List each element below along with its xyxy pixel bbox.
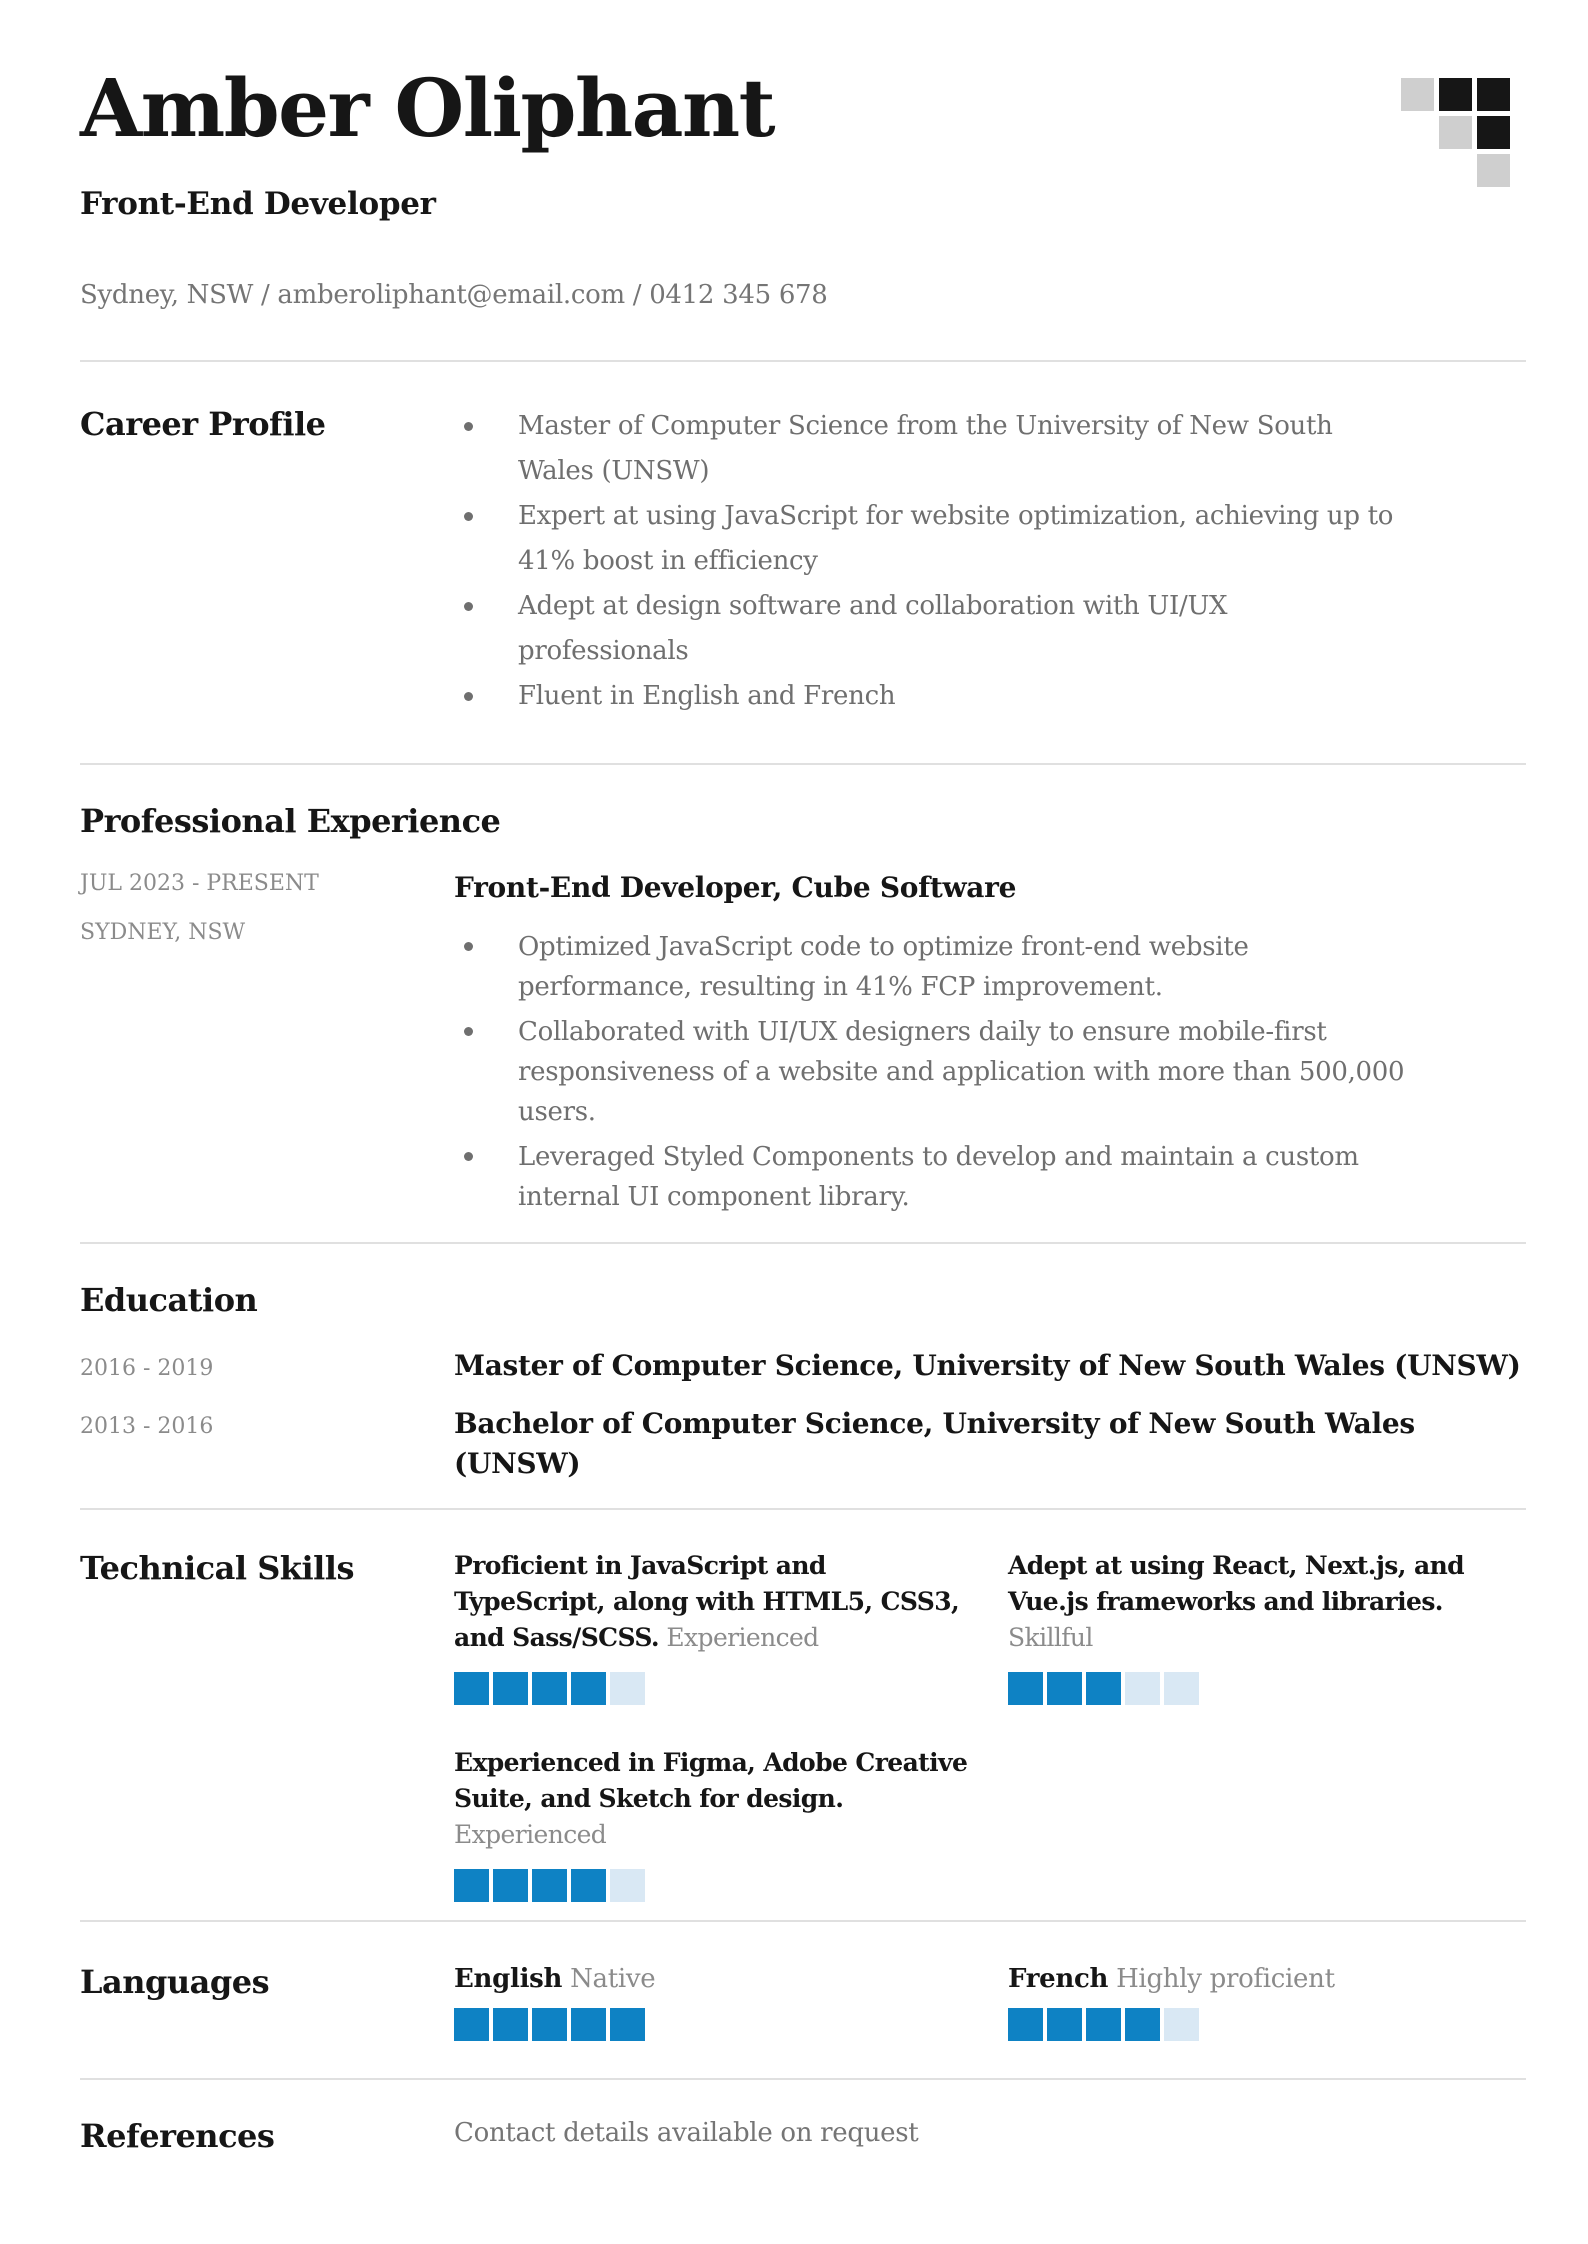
experience-date-range: JUL 2023 - PRESENT (80, 871, 319, 896)
language-level-label: Native (570, 1964, 656, 1994)
experience-bullet: Collaborated with UI/UX designers daily to ensure mobile-first responsiveness of a website and application with more than 500,000 users. (454, 1012, 1414, 1132)
rating-square-filled (1125, 2008, 1160, 2041)
skill-rating-bar (454, 1869, 984, 1902)
references-note: Contact details available on request (454, 2118, 919, 2148)
skill-level-label: Experienced (666, 1623, 819, 1652)
experience-entry-meta (80, 871, 454, 1222)
skill-rating-bar (454, 1672, 984, 1705)
logo-square (1477, 78, 1510, 111)
language-rating-bar (1008, 2008, 1526, 2041)
rating-square-filled (571, 1869, 606, 1902)
logo-square (1477, 116, 1510, 149)
experience-entry-body (454, 871, 1526, 1222)
rating-square-empty (1125, 1672, 1160, 1705)
rating-square-filled (571, 2008, 606, 2041)
experience-bullet-list (454, 927, 1414, 1217)
languages-grid (454, 1962, 1526, 2041)
education-degree: Master of Computer Science, University of New South Wales (UNSW) (454, 1349, 1521, 1382)
job-title: Front-End Developer (80, 186, 436, 222)
rating-square-filled (1086, 1672, 1121, 1705)
rating-square-filled (571, 1672, 606, 1705)
language-rating-bar (454, 2008, 984, 2041)
rating-square-empty (610, 1672, 645, 1705)
language-text (454, 1962, 984, 1996)
career-profile-bullet: Fluent in English and French (454, 674, 1399, 719)
section-professional-experience (80, 765, 1526, 1242)
logo-square (1477, 154, 1510, 187)
language-text (1008, 1962, 1526, 1996)
education-dates: 2016 - 2019 (80, 1356, 214, 1381)
skill-level-label: Skillful (1008, 1623, 1093, 1652)
contact-line: Sydney, NSW / amberoliphant@email.com / 0412 345 678 (80, 280, 828, 310)
rating-square-filled (454, 1869, 489, 1902)
experience-heading: Professional Experience (80, 802, 501, 840)
rating-square-filled (1086, 2008, 1121, 2041)
career-profile-bullet: Master of Computer Science from the University of New South Wales (UNSW) (454, 404, 1399, 494)
career-profile-bullet-list (454, 404, 1399, 719)
experience-bullet: Leveraged Styled Components to develop and maintain a custom internal UI component library. (454, 1137, 1414, 1217)
career-profile-bullet: Adept at design software and collaboration with UI/UX professionals (454, 584, 1399, 674)
section-career-profile (80, 362, 1526, 763)
education-degree: Bachelor of Computer Science, University of New South Wales (UNSW) (454, 1407, 1415, 1480)
career-profile-bullet: Expert at using JavaScript for website optimization, achieving up to 41% boost in efficiency (454, 494, 1399, 584)
technical-skills-heading: Technical Skills (80, 1549, 354, 1587)
skill-level-label: Experienced (454, 1820, 607, 1849)
skill-item (454, 1548, 984, 1705)
logo-square-empty (1439, 154, 1472, 187)
rating-square-empty (1164, 1672, 1199, 1705)
skill-description: Experienced in Figma, Adobe Creative Suite, and Sketch for design. (454, 1748, 968, 1813)
skill-rating-bar (1008, 1672, 1526, 1705)
section-technical-skills (80, 1510, 1526, 1920)
logo-square-empty (1401, 116, 1434, 149)
skill-text (454, 1548, 984, 1656)
rating-square-empty (610, 1869, 645, 1902)
skills-grid (454, 1548, 1526, 1902)
rating-square-filled (1008, 1672, 1043, 1705)
language-item (454, 1962, 984, 2041)
rating-square-filled (493, 2008, 528, 2041)
logo-square-empty (1401, 154, 1434, 187)
education-entry (80, 1346, 1526, 1386)
skill-text (454, 1745, 984, 1853)
experience-bullet: Optimized JavaScript code to optimize front-end website performance, resulting in 41% FCP improvement. (454, 927, 1414, 1007)
rating-square-filled (493, 1672, 528, 1705)
header (80, 0, 1526, 360)
language-level-label: Highly proficient (1116, 1964, 1335, 1994)
languages-heading: Languages (80, 1963, 270, 2001)
education-entries (80, 1346, 1526, 1484)
experience-entry (80, 871, 1526, 1222)
rating-square-filled (454, 2008, 489, 2041)
logo-square (1439, 78, 1472, 111)
logo-square (1401, 78, 1434, 111)
skill-item (454, 1745, 984, 1902)
section-references (80, 2080, 1526, 2196)
language-item (1008, 1962, 1526, 2041)
career-profile-heading: Career Profile (80, 405, 326, 443)
rating-square-filled (1047, 2008, 1082, 2041)
rating-square-filled (1047, 1672, 1082, 1705)
references-heading: References (80, 2117, 275, 2155)
language-name: English (454, 1964, 563, 1994)
skill-item (1008, 1548, 1526, 1705)
experience-location: SYDNEY, NSW (80, 920, 246, 945)
rating-square-filled (610, 2008, 645, 2041)
education-entry (80, 1404, 1526, 1484)
rating-square-filled (532, 1672, 567, 1705)
section-languages (80, 1922, 1526, 2078)
language-name: French (1008, 1964, 1109, 1994)
rating-square-filled (1008, 2008, 1043, 2041)
education-dates: 2013 - 2016 (80, 1414, 214, 1439)
skill-description: Adept at using React, Next.js, and Vue.js frameworks and libraries. (1008, 1551, 1465, 1616)
section-education (80, 1244, 1526, 1508)
logo-square (1439, 116, 1472, 149)
candidate-name: Amber Oliphant (80, 61, 775, 155)
skill-text (1008, 1548, 1526, 1656)
pixel-squares-logo-icon (1401, 78, 1510, 187)
rating-square-filled (493, 1869, 528, 1902)
experience-job-title: Front-End Developer, Cube Software (454, 871, 1017, 904)
rating-square-filled (532, 1869, 567, 1902)
rating-square-filled (454, 1672, 489, 1705)
skill-description: Proficient in JavaScript and TypeScript, along with HTML5, CSS3, and Sass/SCSS. (454, 1551, 960, 1652)
education-heading: Education (80, 1281, 258, 1319)
rating-square-filled (532, 2008, 567, 2041)
rating-square-empty (1164, 2008, 1199, 2041)
